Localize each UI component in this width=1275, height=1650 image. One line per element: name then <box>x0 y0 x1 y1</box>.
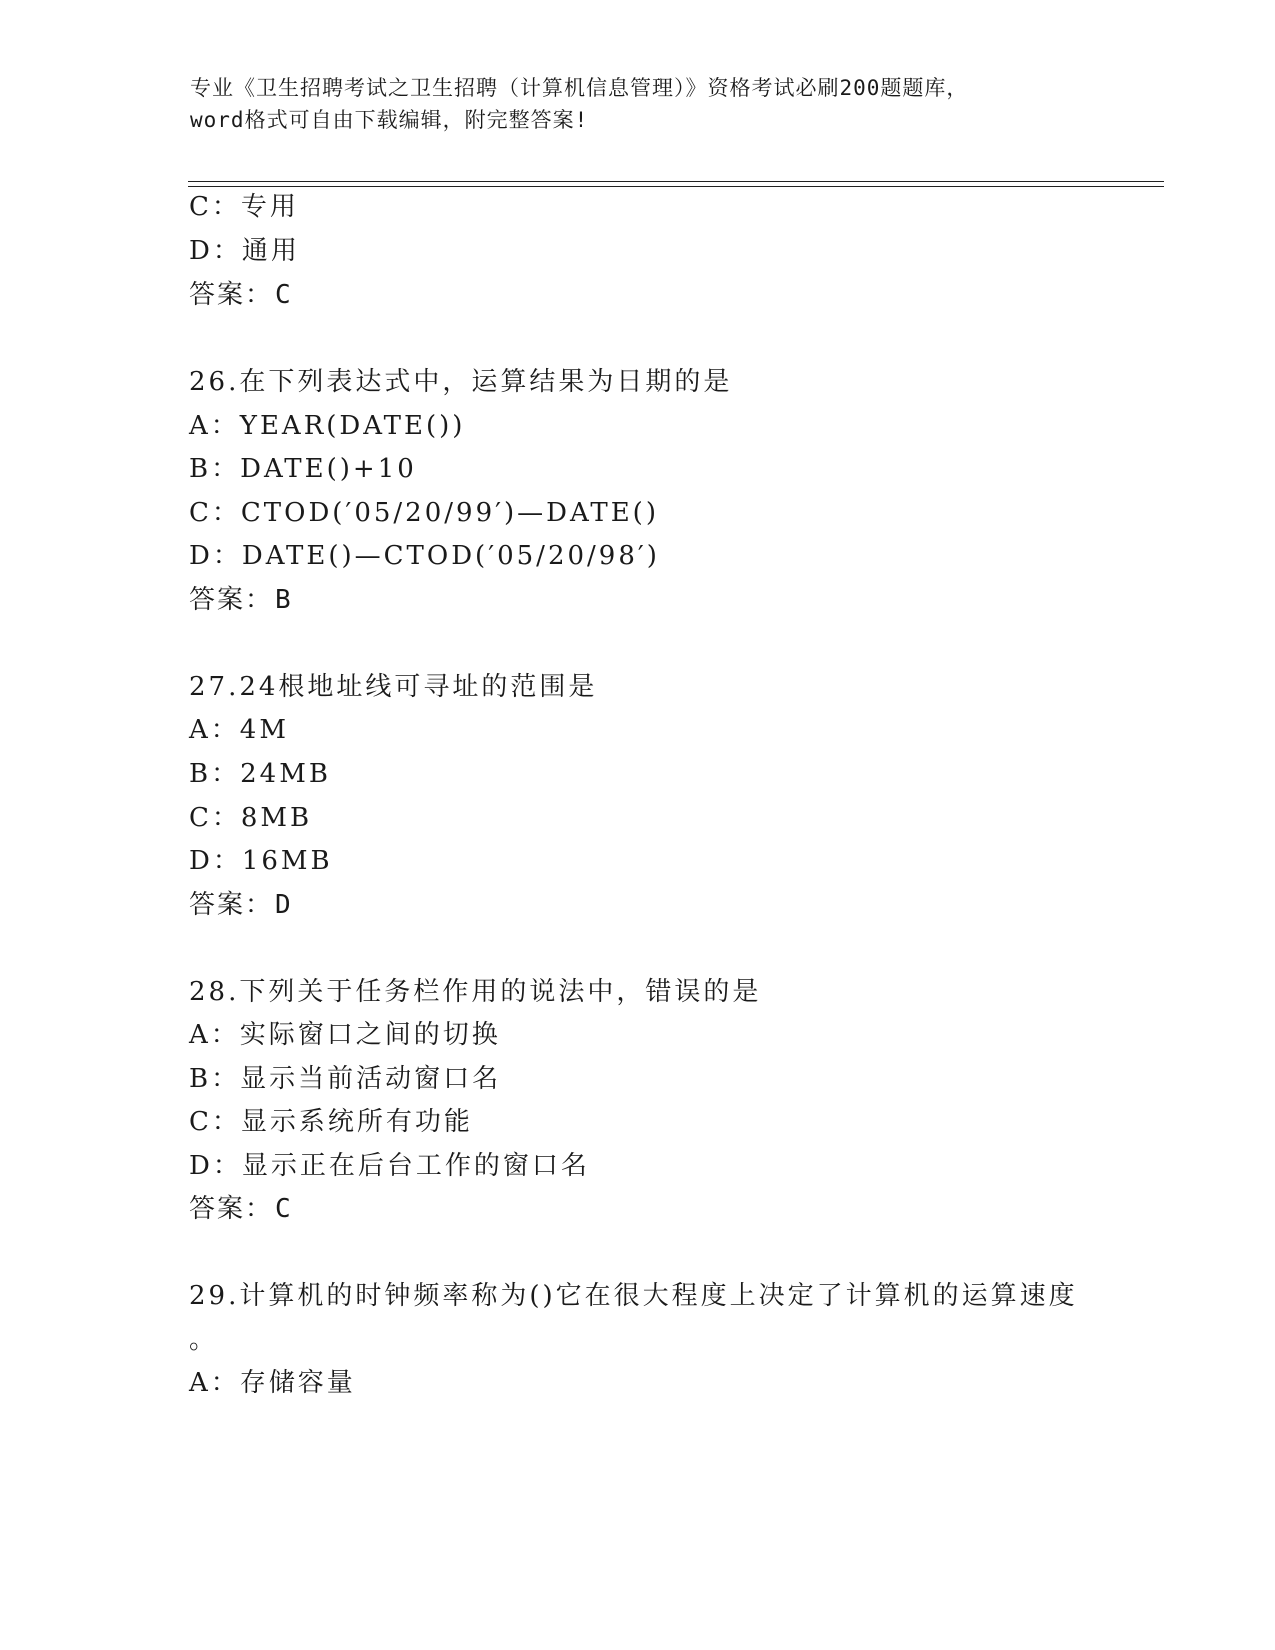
option-c-q26: C：CTOD(′05/20/99′)—DATE() <box>189 498 659 528</box>
option-b-q27: B：24MB <box>189 759 331 789</box>
option-a-q28: A：实际窗口之间的切换 <box>189 1020 501 1050</box>
question-28: 28.下列关于任务栏作用的说法中，错误的是 <box>189 977 762 1007</box>
header-title-line-1: 专业《卫生招聘考试之卫生招聘（计算机信息管理）》资格考试必刷200题题库， <box>190 76 969 100</box>
answer-value: D <box>275 890 293 920</box>
answer-label: 答案： <box>189 890 274 920</box>
question-29: 29.计算机的时钟频率称为()它在很大程度上决定了计算机的运算速度 <box>189 1281 1078 1311</box>
question-29-continuation: 。 <box>189 1325 219 1355</box>
option-a-q26: A：YEAR(DATE()) <box>189 411 466 441</box>
question-26: 26.在下列表达式中，运算结果为日期的是 <box>189 367 733 397</box>
option-d-q26: D：DATE()—CTOD(′05/20/98′) <box>189 541 660 571</box>
option-d-q27: D：16MB <box>189 846 333 876</box>
option-c-q27: C：8MB <box>189 803 313 833</box>
answer-q27 <box>189 884 293 921</box>
answer-q28 <box>189 1188 293 1225</box>
option-b-q28: B：显示当前活动窗口名 <box>189 1064 502 1094</box>
answer-label: 答案： <box>189 585 274 615</box>
answer-value: C <box>275 280 293 310</box>
header-divider-top <box>188 181 1164 182</box>
option-d-q25: D：通用 <box>189 236 300 266</box>
answer-q25 <box>189 274 293 311</box>
option-c-q28: C：显示系统所有功能 <box>189 1107 473 1137</box>
header-title-line-2: word格式可自由下载编辑，附完整答案! <box>190 108 589 132</box>
option-a-q29: A：存储容量 <box>189 1368 356 1398</box>
option-b-q26: B：DATE()+10 <box>189 454 417 484</box>
option-a-q27: A：4M <box>189 715 289 745</box>
document-header <box>190 72 1090 136</box>
answer-label: 答案： <box>189 1194 274 1224</box>
question-27: 27.24根地址线可寻址的范围是 <box>189 672 598 702</box>
answer-value: B <box>275 585 293 615</box>
option-c-q25: C：专用 <box>189 192 299 222</box>
answer-value: C <box>275 1194 293 1224</box>
option-d-q28: D：显示正在后台工作的窗口名 <box>189 1151 590 1181</box>
answer-q26 <box>189 579 293 616</box>
header-divider-bottom <box>188 186 1164 187</box>
answer-label: 答案： <box>189 280 274 310</box>
